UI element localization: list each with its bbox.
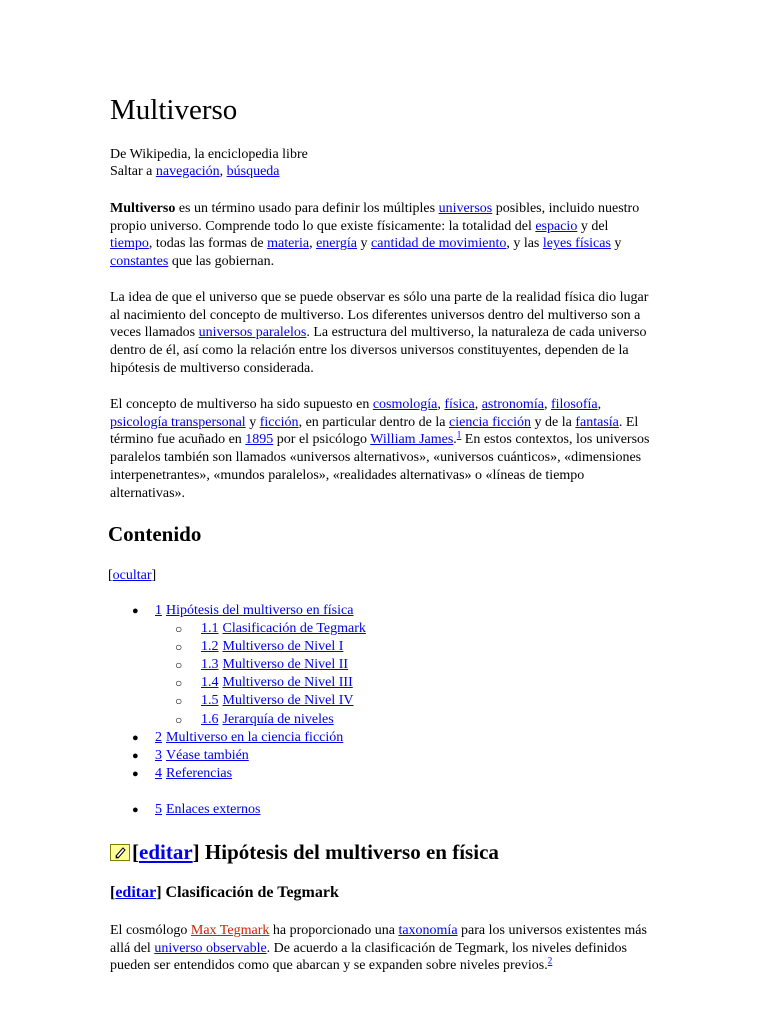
page-title: Multiverso [110,94,238,126]
link-psicologia-transpersonal[interactable]: psicología transpersonal [110,414,246,430]
link-filosofia[interactable]: filosofía [550,397,598,412]
edit-subsection-link[interactable]: editar [115,884,157,901]
p3-text-6: por el psicólogo [273,432,371,448]
link-astronomia[interactable]: astronomía [481,397,544,412]
jump-separator: , [219,164,227,179]
toc-title: Contenido [108,522,202,546]
toc-number: 1.2 [201,639,219,655]
bullet-icon: ● [132,731,139,744]
toc-text: Multiverso de Nivel III [222,675,353,691]
p3-text-8: En estos contextos, los universos paralelos también son llamados «universos alternativos», «universos cuánticos», «dimensiones interpenetrantes», «mundos paralelos», «realidades alternativas» o «líneas de tiempo alternativas». [110,432,650,501]
p4-text-2: ha proporcionado una [269,923,399,938]
link-energia[interactable]: energía [316,236,358,252]
circle-bullet-icon: ○ [175,676,183,691]
bullet-icon: ● [132,767,139,780]
p3-sep-1: , [437,397,445,412]
jump-links [110,163,670,180]
link-cantidad-de-movimiento[interactable]: cantidad de movimiento [371,236,507,252]
toc-link[interactable] [201,639,343,654]
toc-number: 2 [155,729,162,745]
p1-text-7: , y las [506,236,543,252]
link-fantasia[interactable]: fantasía [575,414,619,430]
toc-text: Multiverso en la ciencia ficción [166,729,344,745]
circle-bullet-icon: ○ [175,694,183,709]
bullet-icon: ● [132,749,139,762]
link-leyes-fisicas[interactable]: leyes físicas [542,236,611,252]
toc-item [132,602,532,620]
p1-text-1: es un término usado para definir los múltiples [175,201,439,216]
intro-paragraph-1 [110,200,650,271]
intro-paragraph-2 [110,289,650,378]
p3-sep-3: , [543,397,551,412]
circle-bullet-icon: ○ [175,658,183,673]
toc-subitem [132,638,532,656]
subsection-heading [110,882,339,904]
link-max-tegmark[interactable]: Max Tegmark [190,923,270,938]
toc-text: Véase también [166,747,249,763]
tegmark-paragraph [110,922,650,975]
toc-text: Multiverso de Nivel I [222,639,344,655]
toc-link[interactable] [155,730,343,745]
intro-paragraph-3 [110,396,650,502]
link-ficcion[interactable]: ficción [259,414,299,430]
toc-text: Jerarquía de niveles [222,711,334,727]
toc-toggle [108,567,156,585]
toc-toggle-open: [ [108,568,113,583]
link-universos-paralelos[interactable]: universos paralelos [198,325,307,341]
subsection-title: Clasificación de Tegmark [161,884,339,901]
edit-bracket-close: ] [192,840,200,864]
edit-pencil-icon[interactable] [110,844,130,861]
toc-item [132,801,532,819]
toc-link[interactable] [201,712,334,727]
p1-text-3: y del [577,218,609,234]
toc-subitem [132,656,532,674]
circle-bullet-icon: ○ [175,622,183,637]
edit-section-link[interactable]: editar [139,840,193,864]
reference-2 [548,956,553,966]
toc-text: Multiverso de Nivel II [222,657,349,673]
section-heading [110,838,499,866]
toc-number: 5 [155,801,162,817]
toc-link[interactable] [201,693,354,708]
toc-text: Hipótesis del multiverso en física [166,603,354,618]
toc-number: 1.1 [201,621,219,637]
site-sub: De Wikipedia, la enciclopedia libre [110,147,308,162]
p3-sep-4: , [597,397,602,412]
section-title: Hipótesis del multiverso en física [199,840,499,864]
p2-text-2: . La estructura del multiverso, la naturaleza de cada universo dentro de él, así como la relación entre los diversos universos constituyentes, dependen de la hipótesis de multiverso considerada. [110,325,647,376]
link-materia[interactable]: materia [267,236,310,252]
p3-text-5: . El término fue acuñado en [110,414,639,448]
toc-list [132,602,532,819]
toc-subitem [132,620,532,638]
reference-1-link[interactable]: 1 [456,429,462,440]
p3-text-3: , en particular dentro de la [298,414,449,430]
toc-link[interactable] [201,657,348,672]
link-ciencia-ficcion[interactable]: ciencia ficción [449,414,532,430]
toc-toggle-close: ] [151,568,157,583]
link-universos[interactable]: universos [438,201,493,216]
toc-text: Multiverso de Nivel IV [222,693,354,709]
edit-bracket-open: [ [132,840,139,864]
page-subtitle [110,146,670,180]
link-constantes[interactable]: constantes [110,254,169,270]
p3-text-4: y de la [531,414,576,430]
p4-text-3: para los universos existentes más allá del [110,923,647,956]
toc-subitem [132,674,532,692]
toc-number: 3 [155,747,162,763]
toc-number: 4 [155,765,162,781]
p1-text-9: que las gobiernan. [168,254,275,270]
jump-prefix: Saltar a [110,164,156,179]
toc-subitem [132,711,532,729]
p3-text-2: y [245,414,260,430]
toc-link[interactable] [201,675,353,690]
toc-subitem [132,692,532,710]
toc-number: 1.6 [201,711,219,727]
p1-text-8: y [610,236,622,252]
toc-item [132,765,532,783]
p4-text-4: . De acuerdo a la clasificación de Tegmark, los niveles definidos pueden ser entendidos como que abarcan y se expanden sobre niveles previos. [110,940,627,974]
toc-link[interactable] [155,748,249,763]
p3-text-7: . [453,432,457,448]
reference-2-link[interactable]: 2 [547,955,553,966]
link-taxonomia[interactable]: taxonomía [398,923,458,938]
toc-number: 1 [155,603,162,618]
link-universo-observable[interactable]: universo observable [154,940,267,956]
toc-text: Clasificación de Tegmark [222,621,366,637]
p1-text-2: posibles, incluido nuestro propio universo. Comprende todo lo que existe físicamente: la totalidad del [110,201,640,234]
p1-text-4: , todas las formas de [148,236,268,252]
toc-item [132,747,532,765]
bullet-icon: ● [132,803,139,816]
toc-number: 1.5 [201,693,219,709]
toc-link[interactable] [155,766,232,781]
edit-bracket-close: ] [156,884,162,901]
link-tiempo[interactable]: tiempo [110,236,149,252]
p2-text-1: La idea de que el universo que se puede observar es sólo una parte de la realidad física dio lugar al nacimiento del concepto de multiverso. Los diferentes universos dentro del multiverso son a veces llamados [110,290,649,341]
edit-bracket-open: [ [110,884,116,901]
term-bold: Multiverso [110,201,176,216]
toc-number: 1.3 [201,657,219,673]
toc-number: 1.4 [201,675,219,691]
link-cosmologia[interactable]: cosmología [372,397,438,412]
toc-link[interactable] [155,802,260,817]
link-1895[interactable]: 1895 [245,432,274,448]
link-william-james[interactable]: William James [370,432,454,448]
toc-link[interactable] [155,603,353,618]
p4-text-1: El cosmólogo [110,923,191,938]
bullet-icon: ● [132,605,139,617]
circle-bullet-icon: ○ [175,712,183,727]
toc-link[interactable] [201,621,366,636]
toc-text: Referencias [166,765,233,781]
toc-hide-link[interactable]: ocultar [112,568,152,583]
p1-text-5: , [309,236,317,252]
link-fisica[interactable]: física [444,397,475,412]
circle-bullet-icon: ○ [175,640,183,655]
link-espacio[interactable]: espacio [535,218,578,234]
toc-text: Enlaces externos [166,801,261,817]
toc-item [132,729,532,747]
p1-text-6: y [357,236,372,252]
jump-navigation-link[interactable]: navegación [155,164,220,179]
jump-search-link[interactable]: búsqueda [226,164,280,179]
p3-text-1: El concepto de multiverso ha sido supuesto en [110,397,373,412]
p3-sep-2: , [474,397,482,412]
